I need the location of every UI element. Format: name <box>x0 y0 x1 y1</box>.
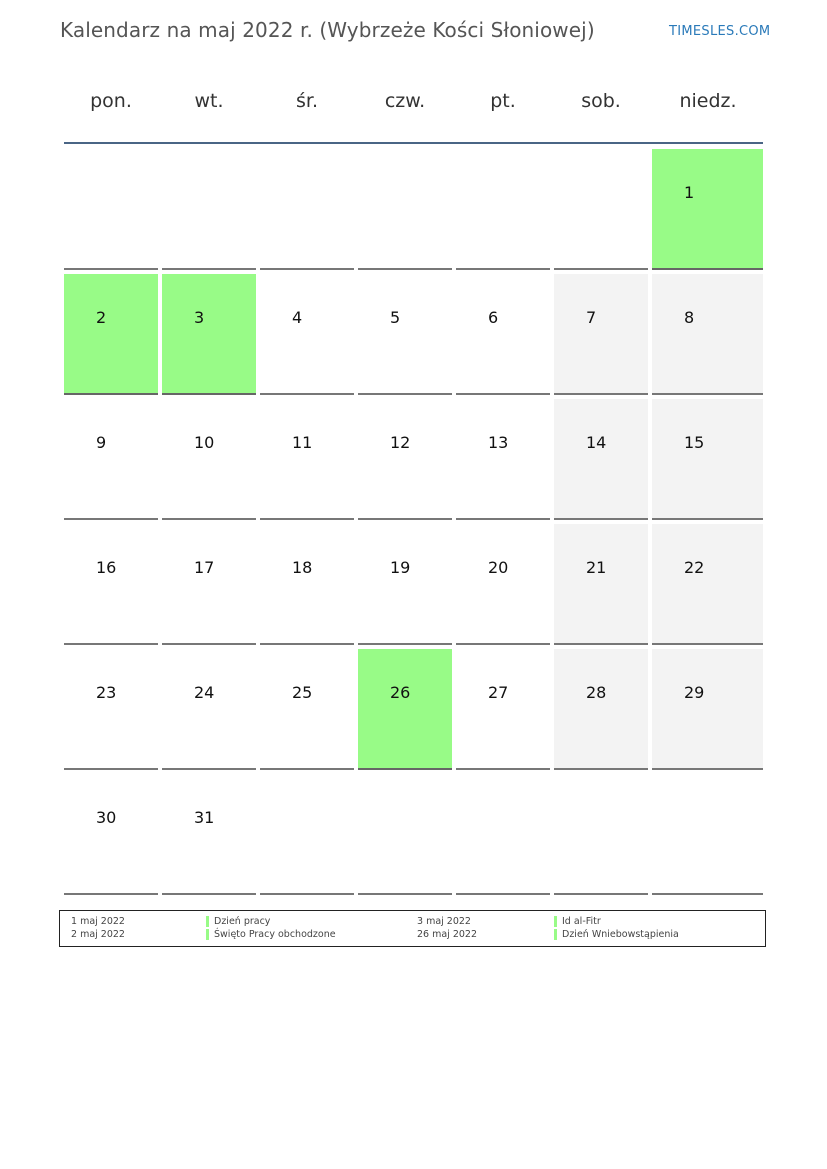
day-number: 11 <box>292 433 313 452</box>
empty-day-cell <box>554 774 648 895</box>
day-cell[interactable] <box>260 524 354 645</box>
day-cell[interactable] <box>652 524 763 645</box>
day-cell[interactable] <box>162 399 256 520</box>
day-cell[interactable] <box>260 274 354 395</box>
day-cell[interactable] <box>162 524 256 645</box>
day-number: 27 <box>488 683 509 702</box>
cell-divider <box>260 393 354 395</box>
weekday-header <box>64 90 764 120</box>
empty-day-cell <box>358 149 452 270</box>
cell-divider <box>162 268 256 270</box>
cell-divider <box>260 518 354 520</box>
weekday-label: sob. <box>581 90 621 112</box>
day-number: 29 <box>684 683 705 702</box>
header-divider <box>64 142 763 144</box>
cell-divider <box>162 643 256 645</box>
day-number: 16 <box>96 558 117 577</box>
day-cell[interactable] <box>554 274 648 395</box>
legend-date: 2 maj 2022 <box>71 929 125 940</box>
day-cell[interactable] <box>554 399 648 520</box>
cell-divider <box>554 768 648 770</box>
weekday-label: pon. <box>90 90 132 112</box>
empty-day-cell <box>554 149 648 270</box>
day-cell[interactable] <box>554 524 648 645</box>
empty-day-cell <box>260 774 354 895</box>
day-cell[interactable] <box>64 774 158 895</box>
day-cell[interactable] <box>652 149 763 270</box>
day-cell[interactable] <box>456 399 550 520</box>
holiday-legend <box>59 910 766 947</box>
day-number: 5 <box>390 308 401 327</box>
legend-holiday-name: Id al-Fitr <box>562 916 601 927</box>
cell-divider <box>554 643 648 645</box>
weekday-label: czw. <box>384 90 426 112</box>
cell-divider <box>162 768 256 770</box>
cell-divider <box>652 518 763 520</box>
day-cell[interactable] <box>358 524 452 645</box>
day-number: 12 <box>390 433 411 452</box>
day-cell[interactable] <box>652 649 763 770</box>
cell-divider <box>162 893 256 895</box>
legend-color-marker <box>554 916 557 927</box>
empty-day-cell <box>456 774 550 895</box>
cell-divider <box>652 643 763 645</box>
day-number: 23 <box>96 683 117 702</box>
cell-divider <box>456 393 550 395</box>
day-number: 28 <box>586 683 607 702</box>
cell-divider <box>162 393 256 395</box>
legend-color-marker <box>554 929 557 940</box>
cell-divider <box>64 893 158 895</box>
day-number: 25 <box>292 683 313 702</box>
cell-divider <box>456 518 550 520</box>
day-number: 17 <box>194 558 215 577</box>
day-number: 10 <box>194 433 215 452</box>
legend-date: 3 maj 2022 <box>417 916 471 927</box>
day-number: 8 <box>684 308 695 327</box>
legend-holiday-name: Dzień Wniebowstąpienia <box>562 929 679 940</box>
day-cell[interactable] <box>162 274 256 395</box>
day-number: 6 <box>488 308 499 327</box>
cell-divider <box>554 268 648 270</box>
cell-divider <box>260 268 354 270</box>
empty-day-cell <box>260 149 354 270</box>
day-cell[interactable] <box>358 274 452 395</box>
cell-divider <box>358 268 452 270</box>
day-cell[interactable] <box>64 274 158 395</box>
cell-divider <box>64 393 158 395</box>
cell-divider <box>64 518 158 520</box>
cell-divider <box>554 518 648 520</box>
day-cell[interactable] <box>64 649 158 770</box>
day-number: 9 <box>96 433 107 452</box>
day-cell[interactable] <box>64 399 158 520</box>
day-cell[interactable] <box>162 649 256 770</box>
day-cell[interactable] <box>358 649 452 770</box>
day-cell[interactable] <box>456 649 550 770</box>
cell-divider <box>162 518 256 520</box>
day-number: 15 <box>684 433 705 452</box>
empty-day-cell <box>162 149 256 270</box>
weekday-label: pt. <box>490 90 516 112</box>
cell-divider <box>652 893 763 895</box>
day-number: 2 <box>96 308 107 327</box>
cell-divider <box>64 643 158 645</box>
day-cell[interactable] <box>260 399 354 520</box>
weekday-label: wt. <box>194 90 224 112</box>
day-cell[interactable] <box>456 524 550 645</box>
day-number: 24 <box>194 683 215 702</box>
day-cell[interactable] <box>358 399 452 520</box>
cell-divider <box>554 393 648 395</box>
legend-color-marker <box>206 929 209 940</box>
cell-divider <box>358 518 452 520</box>
legend-date: 1 maj 2022 <box>71 916 125 927</box>
weekday-label: niedz. <box>679 90 737 112</box>
brand-link[interactable]: TIMESLES.COM <box>669 24 771 39</box>
day-number: 26 <box>390 683 411 702</box>
day-cell[interactable] <box>260 649 354 770</box>
cell-divider <box>64 268 158 270</box>
day-number: 13 <box>488 433 509 452</box>
day-cell[interactable] <box>652 399 763 520</box>
day-cell[interactable] <box>554 649 648 770</box>
cell-divider <box>358 893 452 895</box>
cell-divider <box>260 643 354 645</box>
day-cell[interactable] <box>652 274 763 395</box>
legend-date: 26 maj 2022 <box>417 929 478 940</box>
day-number: 30 <box>96 808 117 827</box>
day-number: 1 <box>684 183 695 202</box>
empty-day-cell <box>652 774 763 895</box>
cell-divider <box>358 393 452 395</box>
cell-divider <box>652 268 763 270</box>
day-number: 4 <box>292 308 303 327</box>
day-number: 19 <box>390 558 411 577</box>
empty-day-cell <box>358 774 452 895</box>
cell-divider <box>456 768 550 770</box>
day-cell[interactable] <box>456 274 550 395</box>
cell-divider <box>652 393 763 395</box>
cell-divider <box>456 643 550 645</box>
legend-holiday-name: Dzień pracy <box>214 916 271 927</box>
empty-day-cell <box>64 149 158 270</box>
cell-divider <box>554 893 648 895</box>
page-title: Kalendarz na maj 2022 r. (Wybrzeże Kości Słoniowej) <box>60 18 595 42</box>
day-cell[interactable] <box>162 774 256 895</box>
day-cell[interactable] <box>64 524 158 645</box>
day-number: 18 <box>292 558 313 577</box>
cell-divider <box>358 768 452 770</box>
cell-divider <box>260 893 354 895</box>
day-number: 20 <box>488 558 509 577</box>
cell-divider <box>652 768 763 770</box>
day-number: 22 <box>684 558 705 577</box>
day-number: 7 <box>586 308 597 327</box>
weekday-label: śr. <box>295 90 318 112</box>
day-number: 21 <box>586 558 607 577</box>
day-number: 14 <box>586 433 607 452</box>
day-number: 3 <box>194 308 205 327</box>
cell-divider <box>358 643 452 645</box>
cell-divider <box>64 768 158 770</box>
empty-day-cell <box>456 149 550 270</box>
day-number: 31 <box>194 808 215 827</box>
cell-divider <box>456 893 550 895</box>
legend-holiday-name: Święto Pracy obchodzone <box>214 929 336 940</box>
cell-divider <box>456 268 550 270</box>
legend-color-marker <box>206 916 209 927</box>
cell-divider <box>260 768 354 770</box>
